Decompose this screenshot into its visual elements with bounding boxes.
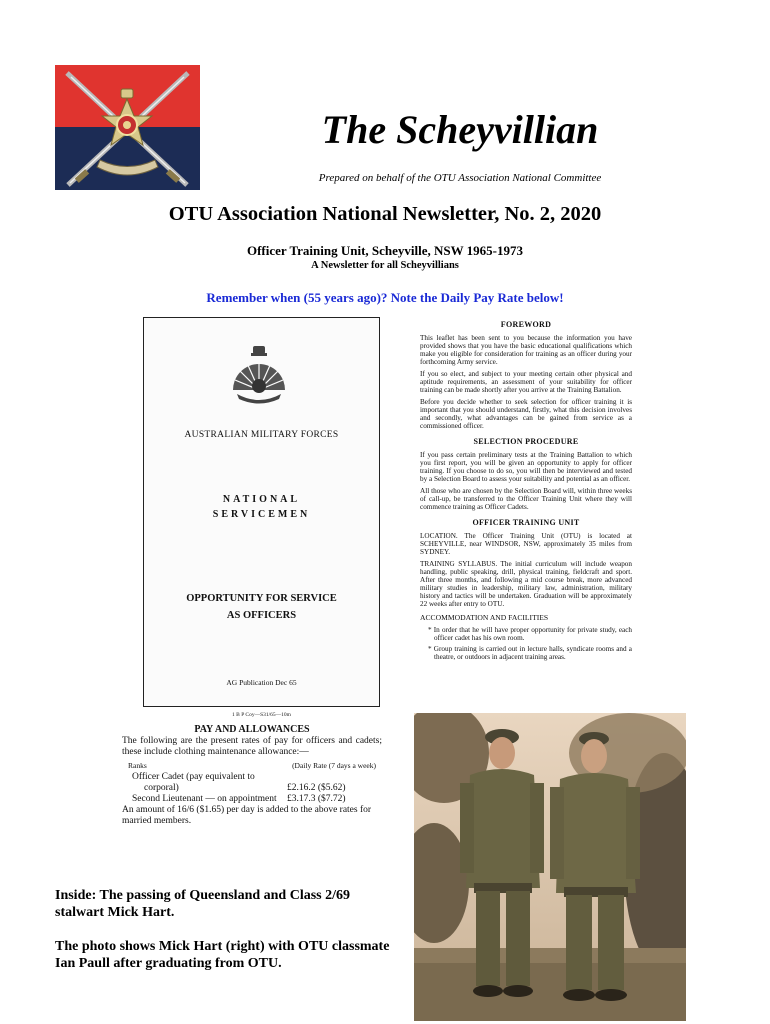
lieutenant-amount: £3.17.3 ($7.72) (287, 794, 346, 804)
graduation-photo (414, 713, 686, 1021)
pay-columns (122, 758, 382, 772)
opportunity-label: OPPORTUNITY FOR SERVICE (186, 593, 337, 604)
selection-paragraph-1: If you pass certain preliminary tests at the Training Battalion to which you first report, you will be given an opportunity to apply for officer training. If you choose to do so, you will then be interviewed and tested by a Selection Board to assess your suitability and potential as an officer. (420, 451, 632, 483)
pay-intro: The following are the present rates of pay for officers and cadets; these include clothing maintenance allowance:— (122, 736, 382, 757)
accommodation-heading: ACCOMMODATION AND FACILITIES (420, 613, 549, 622)
rising-sun-badge-icon (229, 346, 289, 408)
accommodation-bullet-1: * In order that he will have proper opportunity for private study, each officer cadet has his own room. (428, 626, 632, 642)
pay-row-cadet-amount (122, 783, 382, 794)
accommodation-bullet-2: * Group training is carried out in lecture halls, syndicate rooms and a theatre, or outdoors in adjacent training areas. (428, 645, 632, 661)
cadet-rank-line1: Officer Cadet (pay equivalent to (132, 772, 255, 782)
otu-syllabus: TRAINING SYLLABUS. The initial curriculum will include weapon handling, public speaking, drill, physical training, fieldcraft and sport. After three months, and following a mid course break, more advanced military studies in leadership, military law, administration, military history and tactics will be undertaken. Graduation will be approximately 22 weeks after entry to OTU. (420, 560, 632, 608)
cadet-rank-line2: corporal) (144, 783, 179, 793)
selection-paragraph-2: All those who are chosen by the Selection Board will, within three weeks of call-up, be transferred to the Officer Training Unit where they will commence training as Officer Cadets. (420, 487, 632, 511)
foreword-paragraph-1: This leaflet has been sent to you because the information you have provided shows that you have the basic educational qualifications which make you eligible for consideration for training as an officer during your forthcoming Army service. (420, 334, 632, 366)
main-heading: OTU Association National Newsletter, No. 2, 2020 (168, 203, 602, 225)
leaflet-cover (143, 317, 380, 707)
pay-row-cadet (122, 772, 382, 783)
selection-heading: SELECTION PROCEDURE (473, 437, 579, 446)
unit-line: Officer Training Unit, Scheyville, NSW 1965-1973 (246, 243, 523, 258)
national-label: NATIONAL (222, 494, 301, 505)
newsletter-subtitle: Prepared on behalf of the OTU Association National Committee (318, 172, 602, 184)
remember-note: Remember when (55 years ago)? Note the Daily Pay Rate below! (206, 290, 564, 305)
newsletter-title: The Scheyvillian (321, 107, 599, 152)
otu-location: LOCATION. The Officer Training Unit (OTU) is located at SCHEYVILLE, near WINDSOR, NSW, approximately 35 miles from SYDNEY. (420, 532, 632, 556)
otu-flag-logo (55, 65, 200, 190)
servicemen-label: SERVICEMEN (212, 509, 311, 520)
pay-row-lieutenant (122, 794, 382, 805)
australian-military-forces-label: AUSTRALIAN MILITARY FORCES (184, 430, 339, 440)
foreword-heading: FOREWORD (500, 320, 552, 329)
crossed-swords-emblem-icon (55, 65, 200, 190)
col-rate: (Daily Rate (7 days a week) (292, 761, 376, 770)
leaflet-right-column (420, 318, 632, 664)
print-code: 1 B P Coy—S31/65—10m (232, 712, 291, 718)
photo-caption: The photo shows Mick Hart (right) with OTU classmate Ian Paull after graduating from OTU. (55, 939, 390, 971)
tagline: A Newsletter for all Scheyvillians (311, 260, 459, 271)
foreword-paragraph-3: Before you decide whether to seek selection for officer training it is important that you should understand, firstly, what this decision involves and secondly, what advantages can be gained from service as a commissioned officer. (420, 398, 632, 430)
col-ranks: Ranks (128, 761, 147, 770)
two-officers-photo-icon (414, 713, 686, 1021)
pay-and-allowances (122, 724, 382, 827)
lieutenant-rank: Second Lieutenant — on appointment (132, 794, 277, 804)
otu-heading: OFFICER TRAINING UNIT (472, 518, 580, 527)
pay-note: An amount of 16/6 ($1.65) per day is added to the above rates for married members. (122, 805, 372, 826)
publication-label: AG Publication Dec 65 (226, 678, 297, 687)
foreword-paragraph-2: If you so elect, and subject to your meeting certain other physical and aptitude requirements, an assessment of your suitability for officer training can be made shortly after you arrive at the Training Battalion. (420, 370, 632, 394)
inside-caption: Inside: The passing of Queensland and Class 2/69 stalwart Mick Hart. (55, 888, 350, 920)
as-officers-label: AS OFFICERS (226, 610, 297, 621)
cadet-amount: £2.16.2 ($5.62) (287, 783, 346, 793)
pay-heading: PAY AND ALLOWANCES (194, 724, 310, 735)
